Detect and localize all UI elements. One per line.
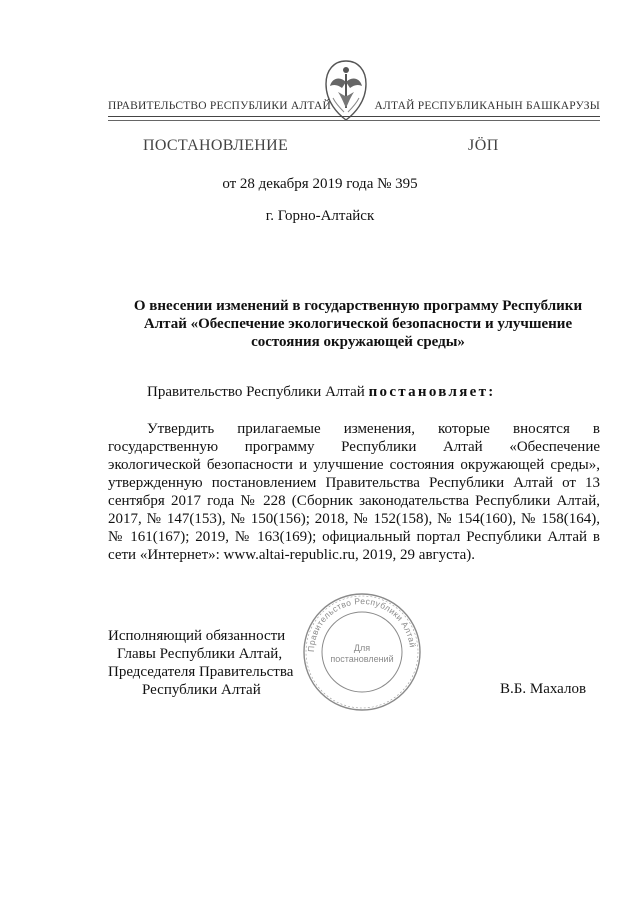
body-paragraph: Утвердить прилагаемые изменения, которые вносятся в государственную программу Республики Алтай «Обеспечение экологической безопасности и улучшение состояния окружающей среды», утвержденную постановлением Правительства Республики Алтай от 13 сентября 2017 года № 228 (Сборник законодательства Республики Алтай, 2017, № 147(153), № 150(156); 2018, № 152(158), № 154(160), № 158(164), № 161(167); 2019, № 163(169); официальный портал Республики Алтай в сети «Интернет»: www.altai-republic.ru, 2019, 29 августа). <box>108 421 600 563</box>
document-type-ru: ПОСТАНОВЛЕНИЕ <box>143 137 289 154</box>
official-stamp <box>300 590 424 714</box>
document-title <box>118 297 598 351</box>
intro-verb: постановляет: <box>368 384 496 400</box>
intro-prefix: Правительство Республики Алтай <box>147 384 369 400</box>
government-name-alt: АЛТАЙ РЕСПУБЛИКАНЫН БАШКАРУЗЫ <box>374 100 600 112</box>
header-divider <box>108 116 600 117</box>
signer-line: Главы Республики Алтай, <box>117 646 283 662</box>
resolution-intro <box>147 384 496 401</box>
header-divider-thin <box>108 120 600 121</box>
title-line: состояния окружающей среды» <box>251 334 465 350</box>
signer-name: В.Б. Махалов <box>500 681 587 697</box>
title-line: Алтай «Обеспечение экологической безопасности и улучшение <box>143 316 573 332</box>
government-name-ru: ПРАВИТЕЛЬСТВО РЕСПУБЛИКИ АЛТАЙ <box>108 100 332 112</box>
signer-position <box>108 627 293 699</box>
signer-line: Республики Алтай <box>142 682 261 698</box>
stamp-center-line: постановлений <box>330 654 394 664</box>
signer-line: Исполняющий обязанности <box>108 628 286 644</box>
resolution-body <box>108 420 600 564</box>
stamp-center-line: Для <box>353 643 371 653</box>
title-line: О внесении изменений в государственную программу Республики <box>133 298 583 314</box>
stamp-ring-text: Правительство Республики Алтай <box>305 595 418 653</box>
document-date-number: от 28 декабря 2019 года № 395 <box>222 176 418 192</box>
coat-of-arms-icon <box>316 58 376 124</box>
document-place: г. Горно-Алтайск <box>265 208 375 224</box>
document-type-alt: ЈӦП <box>468 137 499 154</box>
signer-line: Председателя Правительства <box>108 664 294 680</box>
